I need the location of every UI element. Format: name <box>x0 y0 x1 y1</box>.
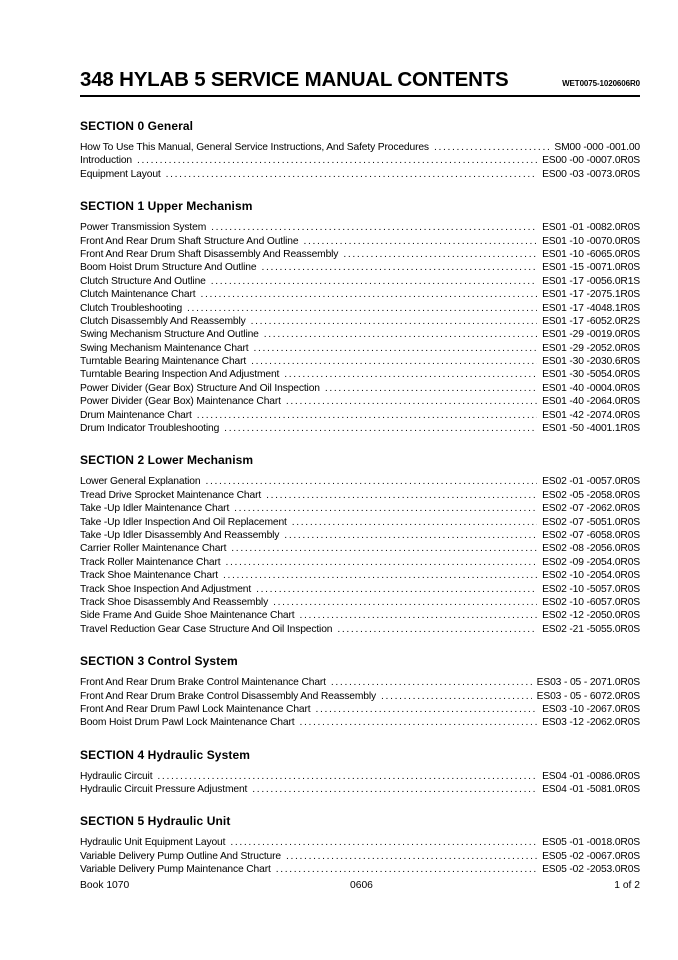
entry-title: Drum Indicator Troubleshooting <box>80 423 220 435</box>
toc-entry <box>80 716 640 729</box>
toc-entry <box>80 863 640 876</box>
entry-title: Front And Rear Drum Shaft Disassembly And Reassembly <box>80 248 339 260</box>
section-heading: SECTION 5 Hydraulic Unit <box>80 814 231 829</box>
entry-title: Clutch Disassembly And Reassembly <box>80 315 246 327</box>
dot-leader <box>187 302 537 315</box>
entry-title: Clutch Troubleshooting <box>80 302 183 314</box>
toc-section <box>80 109 640 181</box>
toc-entry <box>80 770 640 783</box>
entry-title: Boom Hoist Drum Structure And Outline <box>80 262 257 274</box>
toc-section <box>80 644 640 730</box>
dot-leader <box>284 368 537 381</box>
dot-leader <box>223 569 537 582</box>
entry-code: ES05 -02 -0067.0R0S <box>542 850 640 862</box>
entry-code: ES02 -10 -2054.0R0S <box>542 570 640 582</box>
entry-code: ES01 -01 -0082.0R0S <box>542 222 640 234</box>
dot-leader <box>286 395 537 408</box>
entry-code: ES01 -50 -4001.1R0S <box>542 423 640 435</box>
dot-leader <box>315 703 537 716</box>
toc-entry <box>80 154 640 167</box>
toc-entry <box>80 569 640 582</box>
dot-leader <box>381 690 532 703</box>
dot-leader <box>325 382 537 395</box>
entry-title: Take -Up Idler Disassembly And Reassembly <box>80 529 280 541</box>
entry-code: ES02 -07 -2062.0R0S <box>542 503 640 515</box>
toc-entry <box>80 556 640 569</box>
table-of-contents <box>80 109 640 885</box>
entry-code: ES02 -07 -5051.0R0S <box>542 516 640 528</box>
entry-title: Power Divider (Gear Box) Maintenance Chart <box>80 396 281 408</box>
dot-leader <box>284 529 537 542</box>
book-number: Book 1070 <box>80 880 130 891</box>
toc-entry <box>80 422 640 435</box>
toc-entry <box>80 583 640 596</box>
entry-code: ES01 -17 -4048.1R0S <box>542 302 640 314</box>
entry-code: ES01 -17 -0056.0R1S <box>542 275 640 287</box>
entry-code: ES05 -01 -0018.0R0S <box>542 837 640 849</box>
dot-leader <box>292 516 537 529</box>
entry-code: ES03 - 05 - 6072.0R0S <box>536 690 640 702</box>
entry-code: ES01 -29 -2052.0R0S <box>542 342 640 354</box>
dot-leader <box>166 168 537 181</box>
toc-entry <box>80 475 640 488</box>
entry-code: ES00 -03 -0073.0R0S <box>542 168 640 180</box>
entry-title: Turntable Bearing Inspection And Adjustment <box>80 369 280 381</box>
dot-leader <box>251 315 538 328</box>
toc-entry <box>80 836 640 849</box>
header-rule <box>80 95 640 97</box>
section-heading: SECTION 3 Control System <box>80 654 238 669</box>
entry-code: ES01 -10 -6065.0R0S <box>542 248 640 260</box>
section-heading: SECTION 2 Lower Mechanism <box>80 453 254 468</box>
toc-entry <box>80 502 640 515</box>
date-code: 0606 <box>350 880 373 891</box>
entry-code: ES03 -12 -2062.0R0S <box>542 717 640 729</box>
entry-title: Turntable Bearing Maintenance Chart <box>80 356 247 368</box>
dot-leader <box>300 609 538 622</box>
dot-leader <box>224 422 537 435</box>
dot-leader <box>231 542 537 555</box>
dot-leader <box>286 850 537 863</box>
dot-leader <box>234 502 537 515</box>
entry-title: Swing Mechanism Maintenance Chart <box>80 342 249 354</box>
section-heading: SECTION 1 Upper Mechanism <box>80 199 253 214</box>
dot-leader <box>264 328 537 341</box>
entry-code: ES01 -29 -0019.0R0S <box>542 329 640 341</box>
toc-entry <box>80 302 640 315</box>
entry-title: Lower General Explanation <box>80 476 201 488</box>
dot-leader <box>225 556 537 569</box>
entry-code: ES02 -05 -2058.0R0S <box>542 489 640 501</box>
entry-title: Tread Drive Sprocket Maintenance Chart <box>80 489 262 501</box>
entry-code: SM00 -000 -001.00 <box>554 142 640 153</box>
entry-code: ES02 -08 -2056.0R0S <box>542 543 640 555</box>
entry-title: Track Shoe Disassembly And Reassembly <box>80 596 269 608</box>
dot-leader <box>230 836 537 849</box>
toc-section <box>80 189 640 435</box>
entry-title: Clutch Structure And Outline <box>80 275 206 287</box>
entry-title: Take -Up Idler Inspection And Oil Replacement <box>80 516 287 528</box>
dot-leader <box>273 596 537 609</box>
toc-entry <box>80 248 640 261</box>
toc-entry <box>80 315 640 328</box>
toc-entry <box>80 529 640 542</box>
toc-entry <box>80 409 640 422</box>
toc-entry <box>80 609 640 622</box>
document-header <box>80 64 640 94</box>
toc-entry <box>80 542 640 555</box>
entry-title: How To Use This Manual, General Service Instructions, And Safety Procedures <box>80 142 429 153</box>
toc-entry <box>80 355 640 368</box>
toc-entry <box>80 489 640 502</box>
toc-entry <box>80 395 640 408</box>
entry-code: ES01 -30 -5054.0R0S <box>542 369 640 381</box>
entry-title: Boom Hoist Drum Pawl Lock Maintenance Chart <box>80 717 295 729</box>
entry-title: Track Shoe Inspection And Adjustment <box>80 583 252 595</box>
dot-leader <box>197 409 537 422</box>
entry-title: Power Divider (Gear Box) Structure And Oil Inspection <box>80 382 320 394</box>
toc-entry <box>80 368 640 381</box>
toc-section <box>80 443 640 636</box>
entry-code: ES05 -02 -2053.0R0S <box>542 864 640 876</box>
toc-entry <box>80 690 640 703</box>
entry-title: Variable Delivery Pump Maintenance Chart <box>80 864 271 876</box>
section-heading: SECTION 4 Hydraulic System <box>80 747 250 762</box>
entry-title: Front And Rear Drum Brake Control Maintenance Chart <box>80 677 326 689</box>
entry-title: Equipment Layout <box>80 168 161 180</box>
entry-code: ES01 -10 -0070.0R0S <box>542 235 640 247</box>
toc-entry <box>80 221 640 234</box>
dot-leader <box>266 489 537 502</box>
entry-code: ES01 -42 -2074.0R0S <box>542 409 640 421</box>
page-footer <box>80 880 640 894</box>
dot-leader <box>299 716 537 729</box>
entry-code: ES01 -17 -2075.1R0S <box>542 289 640 301</box>
entry-code: ES01 -30 -2030.6R0S <box>542 356 640 368</box>
entry-code: ES04 -01 -5081.0R0S <box>542 784 640 796</box>
dot-leader <box>157 770 537 783</box>
entry-title: Hydraulic Circuit <box>80 770 153 782</box>
page-number: 1 of 2 <box>614 880 640 891</box>
entry-title: Variable Delivery Pump Outline And Structure <box>80 850 281 862</box>
entry-code: ES01 -40 -2064.0R0S <box>542 396 640 408</box>
dot-leader <box>137 154 537 167</box>
entry-title: Introduction <box>80 155 133 167</box>
dot-leader <box>276 863 537 876</box>
entry-title: Drum Maintenance Chart <box>80 409 192 421</box>
entry-title: Track Roller Maintenance Chart <box>80 556 221 568</box>
entry-code: ES04 -01 -0086.0R0S <box>542 770 640 782</box>
entry-code: ES01 -15 -0071.0R0S <box>542 262 640 274</box>
entry-title: Front And Rear Drum Brake Control Disassembly And Reassembly <box>80 690 377 702</box>
entry-title: Track Shoe Maintenance Chart <box>80 570 218 582</box>
entry-code: ES02 -01 -0057.0R0S <box>542 476 640 488</box>
dot-leader <box>205 475 537 488</box>
entry-title: Swing Mechanism Structure And Outline <box>80 329 259 341</box>
toc-entry <box>80 516 640 529</box>
toc-section <box>80 738 640 797</box>
entry-title: Side Frame And Guide Shoe Maintenance Chart <box>80 610 295 622</box>
entry-code: ES02 -09 -2054.0R0S <box>542 556 640 568</box>
entry-code: ES02 -10 -6057.0R0S <box>542 596 640 608</box>
entry-title: Hydraulic Unit Equipment Layout <box>80 837 226 849</box>
dot-leader <box>434 141 549 154</box>
entry-title: Front And Rear Drum Shaft Structure And Outline <box>80 235 299 247</box>
entry-title: Hydraulic Circuit Pressure Adjustment <box>80 784 248 796</box>
dot-leader <box>253 342 537 355</box>
dot-leader <box>343 248 537 261</box>
dot-leader <box>252 783 537 796</box>
toc-entry <box>80 596 640 609</box>
entry-title: Power Transmission System <box>80 222 207 234</box>
entry-code: ES02 -07 -6058.0R0S <box>542 529 640 541</box>
toc-entry <box>80 141 640 154</box>
toc-entry <box>80 850 640 863</box>
entry-code: ES03 - 05 - 2071.0R0S <box>536 677 640 689</box>
entry-title: Carrier Roller Maintenance Chart <box>80 543 227 555</box>
section-heading: SECTION 0 General <box>80 119 194 133</box>
dot-leader <box>256 583 537 596</box>
dot-leader <box>261 261 537 274</box>
toc-entry <box>80 342 640 355</box>
entry-title: Travel Reduction Gear Case Structure And Oil Inspection <box>80 623 333 635</box>
dot-leader <box>303 235 537 248</box>
entry-code: ES00 -00 -0007.0R0S <box>542 155 640 167</box>
dot-leader <box>211 275 537 288</box>
toc-entry <box>80 623 640 636</box>
toc-entry <box>80 235 640 248</box>
entry-title: Clutch Maintenance Chart <box>80 289 196 301</box>
entry-title: Front And Rear Drum Pawl Lock Maintenance Chart <box>80 703 311 715</box>
entry-code: ES01 -40 -0004.0R0S <box>542 382 640 394</box>
entry-code: ES02 -21 -5055.0R0S <box>542 623 640 635</box>
toc-entry <box>80 328 640 341</box>
toc-section <box>80 804 640 876</box>
toc-entry <box>80 783 640 796</box>
dot-leader <box>337 623 537 636</box>
page-title: 348 HYLAB 5 SERVICE MANUAL CONTENTS <box>80 68 509 91</box>
dot-leader <box>200 288 537 301</box>
toc-entry <box>80 261 640 274</box>
entry-code: ES01 -17 -6052.0R2S <box>542 315 640 327</box>
document-id: WET0075-1020606R0 <box>562 79 640 88</box>
toc-entry <box>80 382 640 395</box>
toc-entry <box>80 703 640 716</box>
toc-entry <box>80 676 640 689</box>
dot-leader <box>251 355 537 368</box>
entry-code: ES03 -10 -2067.0R0S <box>542 703 640 715</box>
entry-code: ES02 -12 -2050.0R0S <box>542 610 640 622</box>
toc-entry <box>80 168 640 181</box>
entry-code: ES02 -10 -5057.0R0S <box>542 583 640 595</box>
toc-entry <box>80 275 640 288</box>
entry-title: Take -Up Idler Maintenance Chart <box>80 503 230 515</box>
dot-leader <box>211 221 537 234</box>
toc-entry <box>80 288 640 301</box>
dot-leader <box>331 676 532 689</box>
